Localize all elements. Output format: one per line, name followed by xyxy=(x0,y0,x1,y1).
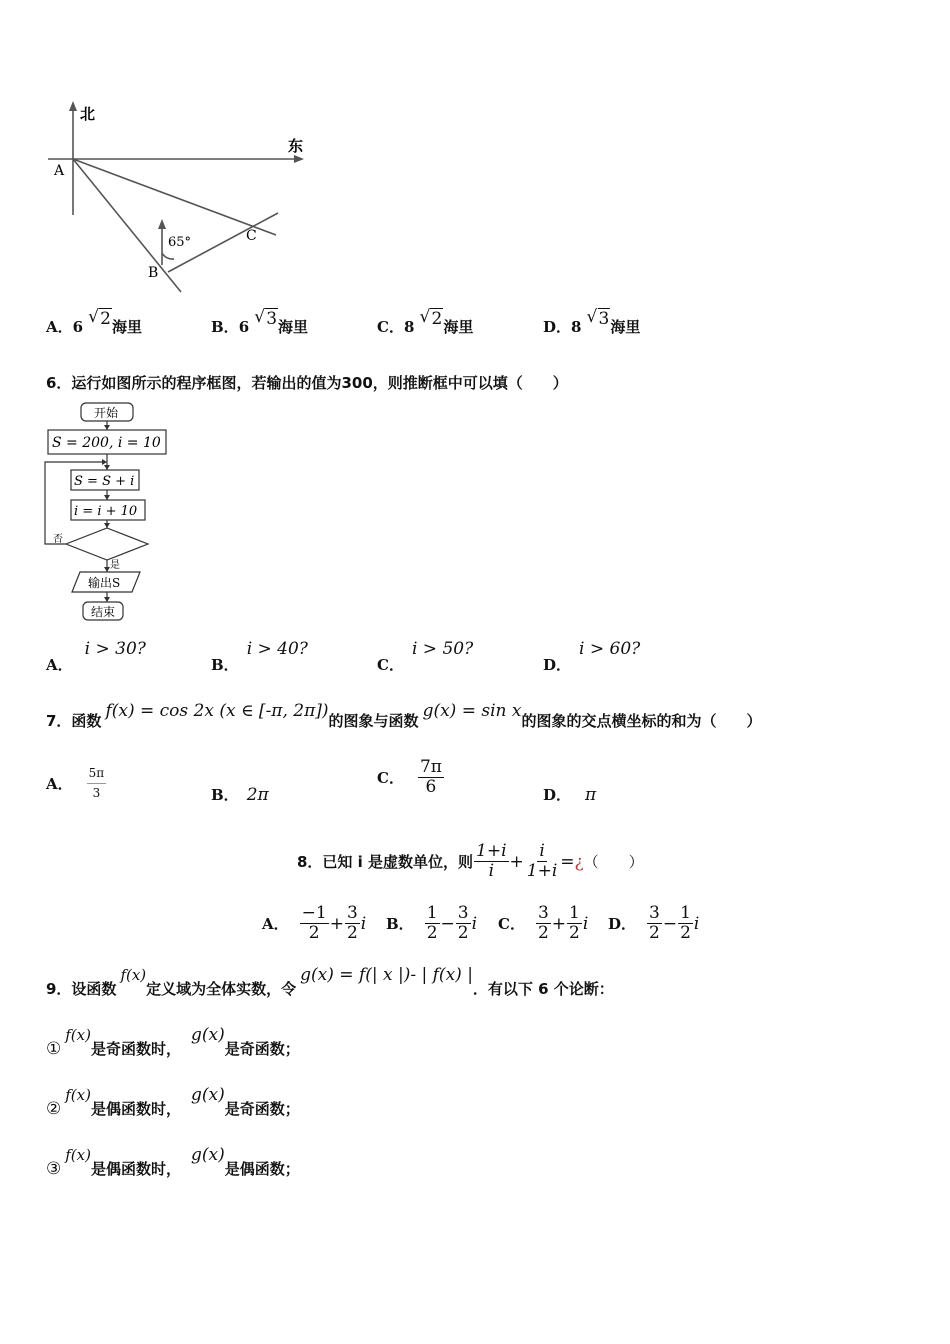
q7-option-a: A． $\frac{5\pi}{3}$ xyxy=(46,764,107,803)
fraction: $\frac{5\pi}{3}$ xyxy=(88,766,105,800)
q9-item-2: ②f(x)是偶函数时，g(x)是奇函数； xyxy=(46,1085,300,1119)
q8-stem: 8．已知 i 是虚数单位，则 $\frac{1+i}{i}$ + $\frac{i}{1+i}$ = ¿ （ ） xyxy=(297,841,644,881)
q5-option-c: C．8 √ 2海里 xyxy=(377,316,473,337)
fraction: $\frac{1}{2}$ xyxy=(680,903,691,943)
flow-start-label: 开始 xyxy=(94,406,119,420)
fraction: $\frac{3}{2}$ xyxy=(537,903,549,943)
q7-option-d: D． π xyxy=(543,785,597,805)
point-a-label: A xyxy=(54,163,65,179)
q8-option-c: C． $\frac{3}{2}$ + $\frac{1}{2}$ i xyxy=(498,903,589,943)
q6-stem: 6．运行如图所示的程序框图，若输出的值为300，则推断框中可以填（ ） xyxy=(46,374,568,392)
sqrt-icon: √ 3 xyxy=(587,309,611,329)
fraction: $\frac{-1}{2}$ xyxy=(301,903,327,943)
fraction: $\frac{7\pi}{6}$ xyxy=(419,757,442,797)
q6-option-c: C．i > 50? xyxy=(377,639,474,674)
fraction: $\frac{1+i}{i}$ xyxy=(476,841,507,881)
flow-step2-label: i = i + 10 xyxy=(74,504,138,519)
q5-option-b: B．6 √ 3海里 xyxy=(211,316,308,337)
angle-label: 65° xyxy=(168,235,192,250)
sqrt-icon: √ 2 xyxy=(88,309,112,329)
east-label: 东 xyxy=(288,137,304,155)
q5-option-d: D．8 √ 3海里 xyxy=(543,316,640,337)
fraction: $\frac{1}{2}$ xyxy=(569,903,580,943)
q5-option-a: A．6 √ 2海里 xyxy=(46,316,142,337)
fraction: $\frac{1}{2}$ xyxy=(426,903,438,943)
point-c-label: C xyxy=(246,228,257,244)
flow-init-label: S = 200, i = 10 xyxy=(52,435,161,451)
q6-option-b: B．i > 40? xyxy=(211,639,308,674)
sqrt-icon: √ 3 xyxy=(254,309,278,329)
q8-option-a: A． $\frac{-1}{2}$ + $\frac{3}{2}$ i xyxy=(262,903,367,943)
q9-item-1: ①f(x)是奇函数时，g(x)是奇函数； xyxy=(46,1025,300,1059)
fraction: $\frac{3}{2}$ xyxy=(346,903,358,943)
fraction: $\frac{i}{1+i}$ xyxy=(526,841,558,881)
sqrt-icon: √ 2 xyxy=(419,309,443,329)
flow-step1-label: S = S + i xyxy=(74,474,135,489)
q7-stem: 7．函数 f(x) = cos 2x (x ∈ [-π, 2π])的图象与函数 g(x) = sin x的图象的交点横坐标的和为（ ） xyxy=(46,701,762,730)
q7-option-b: B． 2π xyxy=(211,785,269,805)
fraction: $\frac{3}{2}$ xyxy=(649,903,660,943)
q8-option-d: D． $\frac{3}{2}$ − $\frac{1}{2}$ i xyxy=(608,903,700,943)
flow-end-label: 结束 xyxy=(91,605,116,619)
bearing-diagram xyxy=(40,95,320,300)
fraction: $\frac{3}{2}$ xyxy=(457,903,469,943)
north-label: 北 xyxy=(80,105,96,123)
flow-output-label: 输出S xyxy=(88,576,121,590)
q9-stem: 9．设函数f(x)定义域为全体实数，令g(x) = f(| x |)- | f(x) |．有以下 6 个论断： xyxy=(46,965,614,998)
flow-no-label: 否 xyxy=(53,534,63,545)
point-b-label: B xyxy=(148,265,159,281)
flowchart xyxy=(42,400,172,628)
q8-option-b: B． $\frac{1}{2}$ − $\frac{3}{2}$ i xyxy=(386,903,478,943)
q7-option-c: C． $\frac{7\pi}{6}$ xyxy=(377,757,442,797)
q6-option-d: D．i > 60? xyxy=(543,639,641,674)
q6-option-a: A．i > 30? xyxy=(46,639,146,674)
flow-yes-label: 是 xyxy=(110,560,120,571)
q9-item-3: ③f(x)是偶函数时，g(x)是偶函数； xyxy=(46,1145,300,1179)
